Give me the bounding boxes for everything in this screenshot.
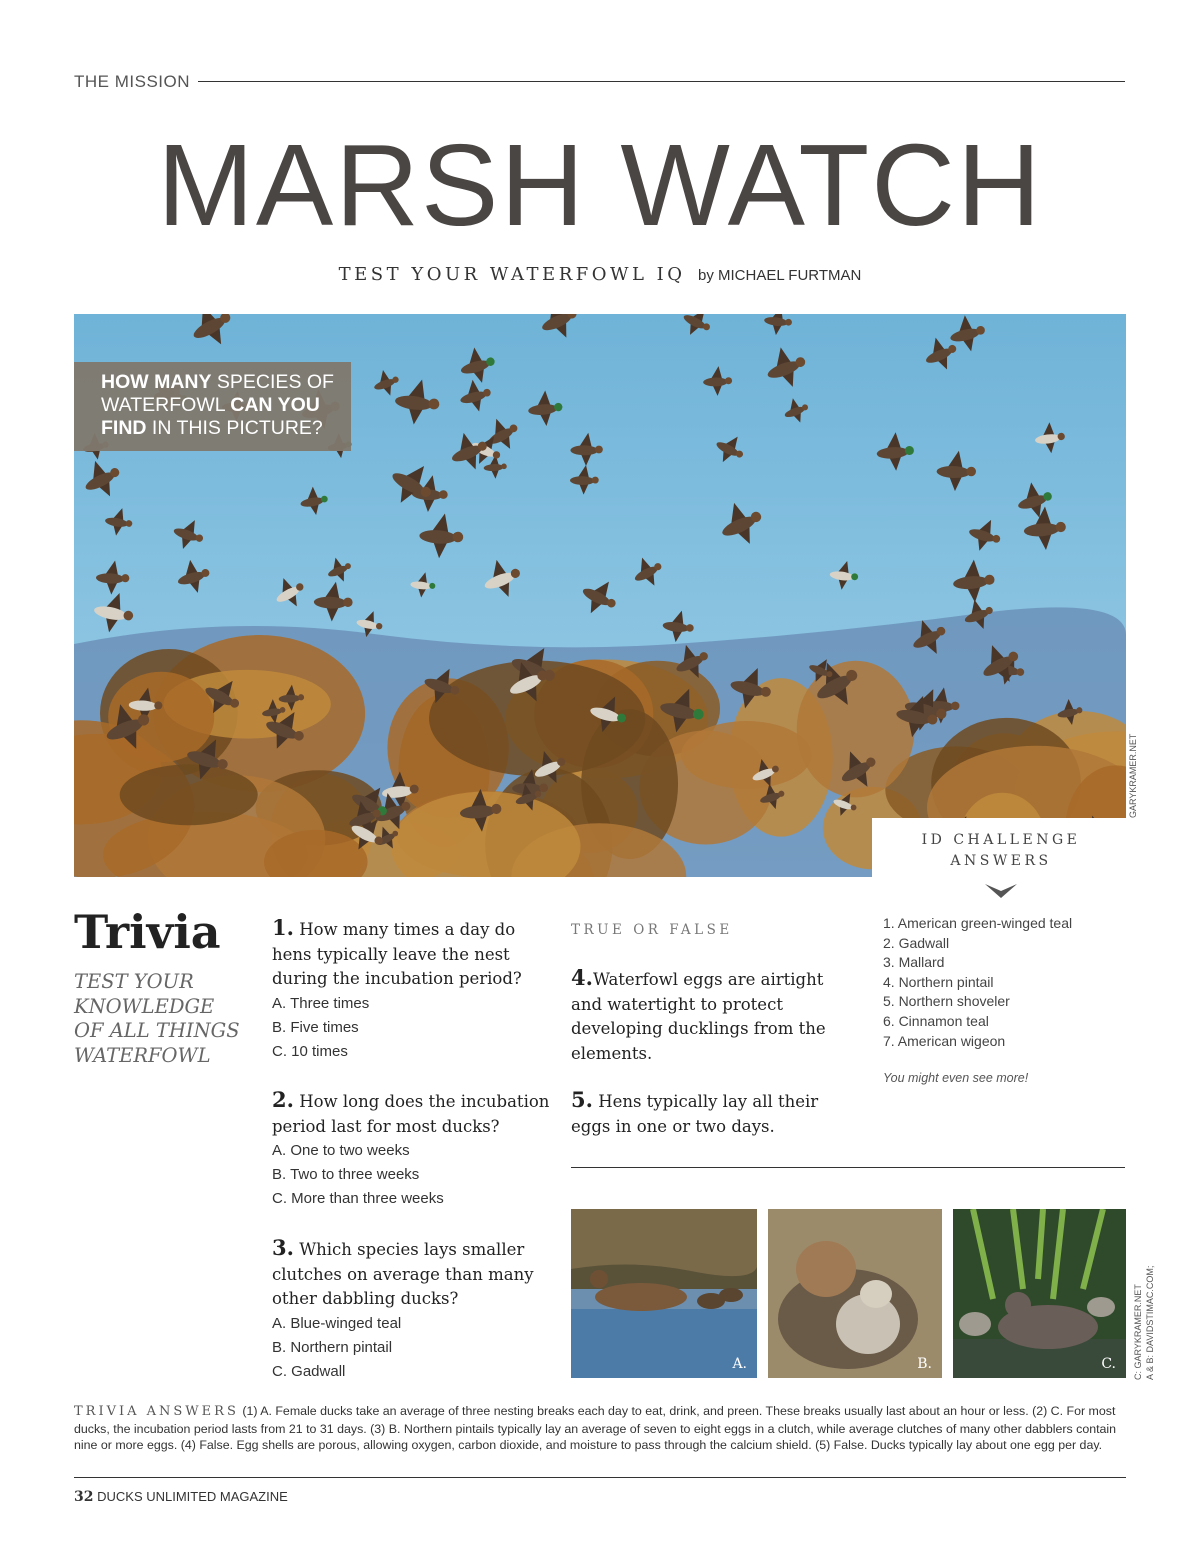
header-rule bbox=[198, 81, 1125, 82]
answer-option: C. Gadwall bbox=[272, 1362, 346, 1380]
photo-label: B. bbox=[917, 1356, 932, 1372]
question-5 bbox=[571, 1088, 831, 1139]
photo-a bbox=[571, 1209, 757, 1378]
true-false-heading: TRUE OR FALSE bbox=[571, 922, 733, 938]
trivia-answers bbox=[74, 1403, 1130, 1454]
caption-part: HOW MANY bbox=[101, 371, 212, 393]
question-text: Hens typically lay all their eggs in one or two days. bbox=[571, 1092, 819, 1136]
foliage-blob bbox=[120, 764, 258, 825]
question-text: Which species lays smaller clutches on average than many other dabbling ducks? bbox=[272, 1240, 534, 1308]
id-challenge-heading bbox=[872, 830, 1130, 872]
answer-option: A. Three times bbox=[272, 994, 370, 1012]
trivia-subtitle: TEST YOUR KNOWLEDGE OF ALL THINGS WATERFOWL bbox=[74, 970, 240, 1067]
publication-name: DUCKS UNLIMITED MAGAZINE bbox=[97, 1489, 288, 1504]
list-item: 4. Northern pintail bbox=[883, 973, 994, 990]
question-text: How long does the incubation period last for most ducks? bbox=[272, 1092, 550, 1136]
photo-credit: GARYKRAMER.NET bbox=[1128, 733, 1138, 818]
subtitle: TEST YOUR WATERFOWL IQ bbox=[338, 264, 686, 285]
photo-label: A. bbox=[732, 1356, 747, 1372]
hero-caption bbox=[74, 362, 351, 451]
duck-photo-b bbox=[768, 1209, 942, 1378]
id-note: You might even see more! bbox=[883, 1071, 1029, 1085]
trivia-title: Trivia bbox=[74, 905, 221, 959]
byline: by MICHAEL FURTMAN bbox=[698, 267, 862, 284]
trivia-answers-label: TRIVIA ANSWERS bbox=[74, 1404, 239, 1419]
question-text: How many times a day do hens typically leave the nest during the incubation period? bbox=[272, 920, 522, 988]
question-number: 2. bbox=[272, 1087, 294, 1112]
photo-b bbox=[768, 1209, 942, 1378]
id-answer-list bbox=[883, 914, 1072, 1051]
caption-part: IN THIS PICTURE? bbox=[146, 417, 323, 439]
answer-option: C. 10 times bbox=[272, 1042, 348, 1060]
question-number: 4. bbox=[571, 965, 593, 990]
photo-credit-line: C: GARYKRAMER.NET bbox=[1133, 1284, 1143, 1380]
trivia-answers-text: (1) A. Female ducks take an average of three nesting breaks each day to eat, drink, and preen. These breaks usually last about an hour or less. (2) C. For most ducks, the incubation period lasts from 21 to 31 days. (3) B. Northern pintails typically lay an average of seven to eight eggs in a clutch, while average clutches of many other dabblers contain nine or more eggs. (4) False. Egg shells are porous, allowing oxygen, carbon dioxide, and moisture to pass through the calcium shield. (5) False. Ducks typically lay about one egg per day. bbox=[74, 1404, 1117, 1453]
id-heading-line1: ID CHALLENGE bbox=[921, 832, 1081, 848]
chevron-down-icon bbox=[985, 884, 1017, 898]
list-item: 3. Mallard bbox=[883, 954, 945, 971]
photo-credit-line: A & B: DAVIDSTIMAC.COM; bbox=[1145, 1265, 1155, 1380]
list-item: 6. Cinnamon teal bbox=[883, 1012, 989, 1029]
duck-photo-c bbox=[953, 1209, 1126, 1378]
question-4 bbox=[571, 966, 831, 1066]
question-text: Waterfowl eggs are airtight and watertight to protect developing ducklings from the elements. bbox=[571, 970, 826, 1063]
list-item: 5. Northern shoveler bbox=[883, 993, 1010, 1010]
question-2 bbox=[272, 1088, 552, 1211]
caption-part: CAN YOU FIND bbox=[101, 394, 320, 439]
question-number: 3. bbox=[272, 1235, 294, 1260]
question-number: 1. bbox=[272, 915, 294, 940]
answer-option: B. Two to three weeks bbox=[272, 1166, 420, 1183]
duck-photo-a bbox=[571, 1209, 757, 1378]
answer-option: B. Northern pintail bbox=[272, 1338, 393, 1356]
section-label: THE MISSION bbox=[74, 72, 191, 91]
photo-label: C. bbox=[1101, 1356, 1116, 1372]
question-number: 5. bbox=[571, 1087, 593, 1112]
answer-option: B. Five times bbox=[272, 1018, 359, 1036]
subtitle-line bbox=[0, 264, 1200, 285]
question-3 bbox=[272, 1236, 542, 1384]
answer-option: A. One to two weeks bbox=[272, 1142, 410, 1159]
list-item: 1. American green-winged teal bbox=[883, 915, 1073, 931]
list-item: 2. Gadwall bbox=[883, 934, 950, 951]
caption-part: SPECIES OF WATERFOWL bbox=[101, 371, 334, 416]
question-1 bbox=[272, 916, 542, 1064]
id-heading-line2: ANSWERS bbox=[950, 853, 1052, 869]
list-item: 7. American wigeon bbox=[883, 1032, 1006, 1049]
answer-option: C. More than three weeks bbox=[272, 1190, 444, 1207]
answer-option: A. Blue-winged teal bbox=[272, 1314, 402, 1332]
photo-c bbox=[953, 1209, 1126, 1378]
photo-credit bbox=[1133, 1258, 1163, 1380]
footer bbox=[74, 1489, 288, 1505]
page-title: MARSH WATCH bbox=[157, 120, 1043, 250]
footer-rule bbox=[74, 1477, 1126, 1478]
page-number: 32 bbox=[74, 1489, 94, 1505]
divider bbox=[571, 1167, 1125, 1168]
